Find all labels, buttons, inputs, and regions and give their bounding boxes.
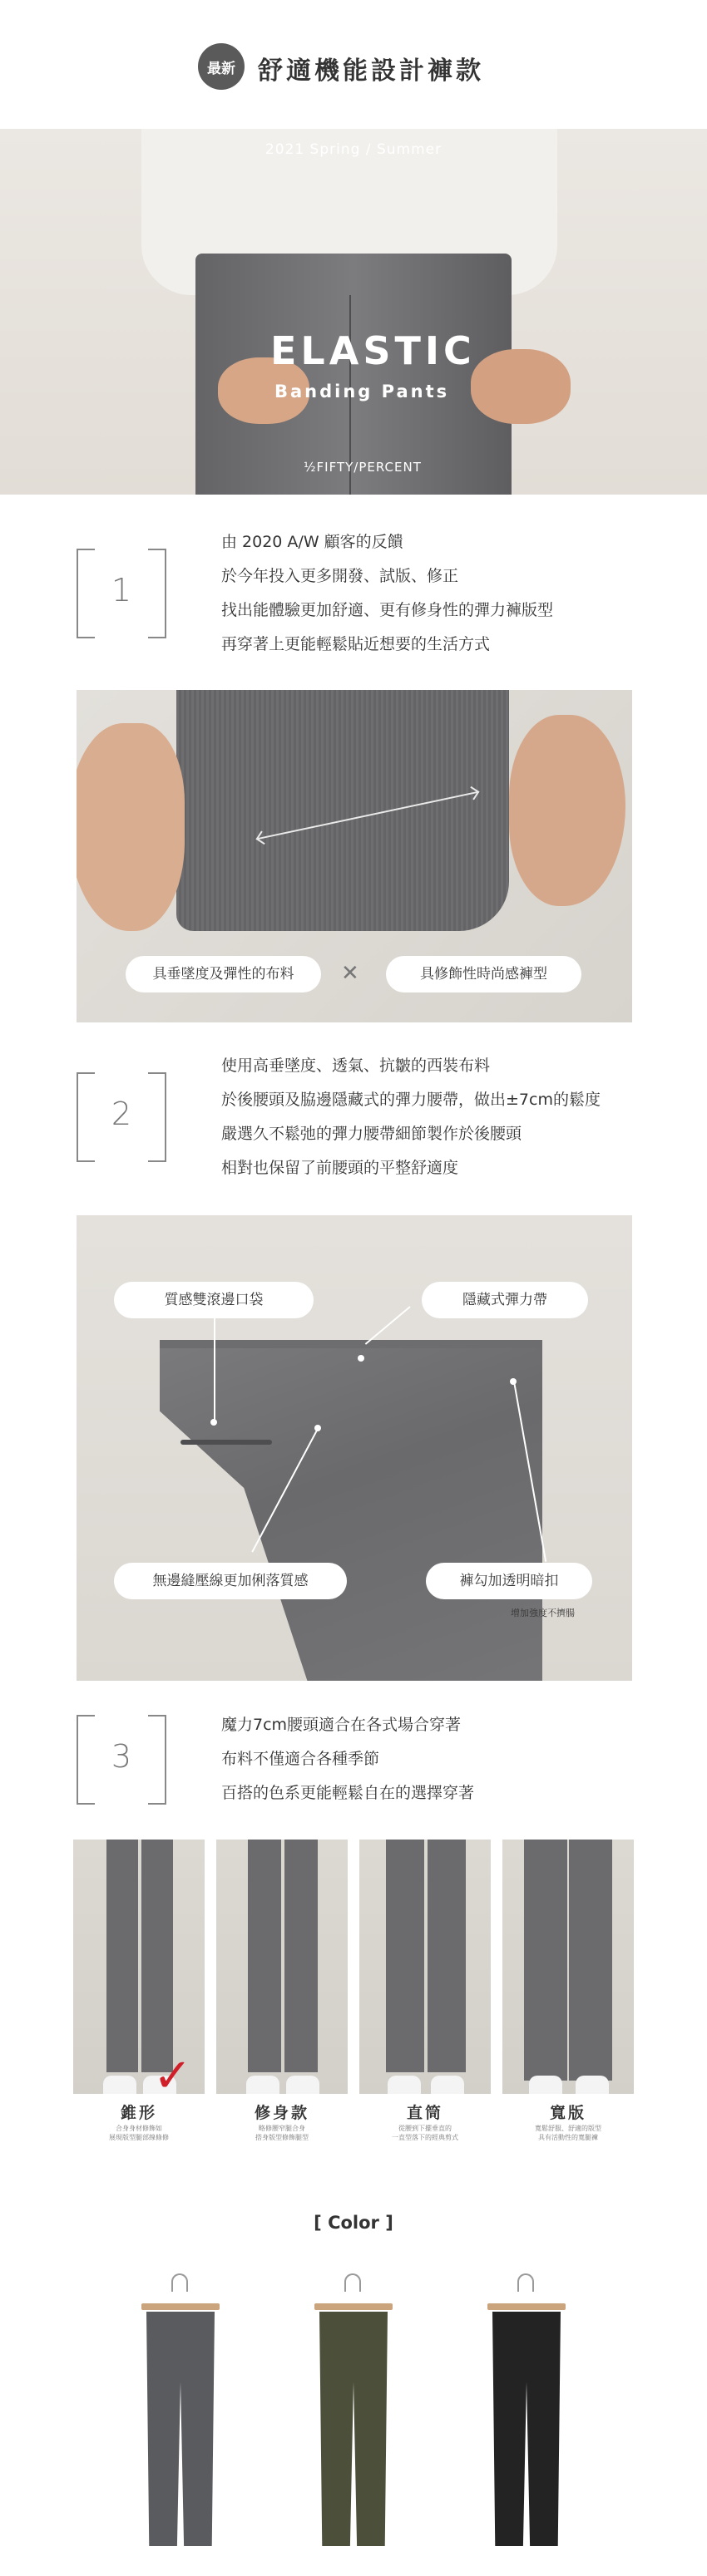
color-swatch-olive[interactable] [308,2273,399,2548]
fit-photo-slim [216,1840,348,2094]
cross-icon: ✕ [341,961,359,986]
left-hand [77,723,185,931]
hanger-hook-icon [517,2273,534,2292]
color-swatch-black[interactable] [481,2273,572,2548]
color-section-title: [ Color ] [314,2213,393,2233]
hook-note: 增加強度不擠腸 [511,1608,575,1618]
label-seamless: 無邊縫壓線更加俐落質感 [114,1563,347,1599]
pants-black [492,2312,561,2546]
pants-grey [146,2312,215,2546]
hero-title: ELASTIC [270,328,476,373]
hanger-bar [141,2303,220,2310]
detail-photo [77,1215,632,1681]
hanger-bar [487,2303,566,2310]
fit-name-tapered: 錐形 [120,2104,157,2122]
leader-dot [314,1425,321,1431]
fit-desc-slim: 略修腰窄腿合身 搭身版型修飾腿型 [255,2125,309,2141]
check-icon: ✓ [153,2049,192,2103]
hanger-hook-icon [344,2273,361,2292]
section-1-number: 1 [77,549,166,638]
pocket-slit [180,1440,272,1445]
label-hidden-band: 隱藏式彈力帶 [422,1282,588,1318]
pants-olive [319,2312,388,2546]
fit-desc-tapered: 合身身材修飾如 展現版型腿部線條修 [109,2125,169,2141]
leader-line [214,1318,215,1422]
section-2-text: 使用高垂墜度、透氣、抗皺的西裝布料 於後腰頭及脇邊隱藏式的彈力腰帶，做出±7cm的鬆度 嚴選久不鬆弛的彈力腰帶細節製作於後腰頭 相對也保留了前腰頭的平整舒適度 [221,1057,601,1177]
hero-brand: ½FIFTY/PERCENT [304,460,422,475]
fabric-swatch [176,690,509,931]
color-swatch-grey[interactable] [135,2273,226,2548]
fit-name-wide: 寬版 [549,2104,586,2122]
fabric-photo [77,690,632,1022]
fit-desc-straight: 從腰到下擺垂直的 一直型落下的經典剪式 [392,2125,458,2141]
fit-photo-straight [359,1840,491,2094]
page-title: 舒適機能設計褲款 [258,57,484,86]
leader-dot [358,1355,364,1362]
fit-desc-wide: 寬鬆舒服、舒適的版型 具有活動性的寬腿褲 [535,2125,601,2141]
hanger-hook-icon [171,2273,188,2292]
label-hook: 褲勾加透明暗扣 [426,1563,592,1599]
section-1-text: 由 2020 A/W 顧客的反饋 於今年投入更多開發、試版、修正 找出能體驗更加舒適、更有修身性的彈力褲版型 再穿著上更能輕鬆貼近想要的生活方式 [221,533,554,653]
fabric-label-right: 具修飾性時尚感褲型 [386,956,581,992]
fit-photo-wide [502,1840,634,2094]
leader-line [365,1306,411,1345]
new-badge: 最新 [198,43,245,90]
leader-dot [210,1419,217,1426]
fit-name-slim: 修身款 [254,2104,309,2122]
hero-season: 2021 Spring / Summer [265,141,442,158]
hanger-bar [314,2303,393,2310]
hero-subtitle: Banding Pants [274,382,450,401]
section-2-number: 2 [77,1072,166,1162]
hero-banner [0,129,707,495]
fabric-label-left: 具垂墜度及彈性的布料 [126,956,321,992]
label-pocket: 質感雙滾邊口袋 [114,1282,314,1318]
section-3-number: 3 [77,1715,166,1805]
section-3-text: 魔力7cm腰頭適合在各式場合穿著 布料不僅適合各種季節 百搭的色系更能輕鬆自在的選擇穿著 [221,1716,475,1802]
pants-detail [160,1348,542,1681]
hero-right-hand [471,349,571,424]
fit-name-straight: 直筒 [406,2104,443,2122]
leader-dot [510,1378,517,1385]
right-hand [509,715,625,906]
